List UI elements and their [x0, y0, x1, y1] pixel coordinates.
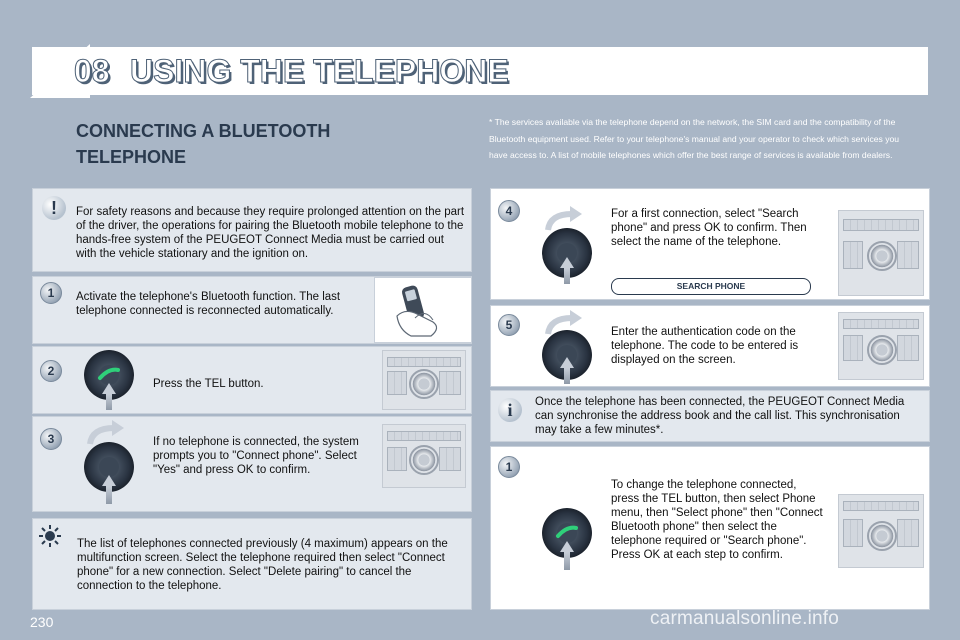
search-phone-button[interactable]: SEARCH PHONE — [611, 278, 811, 295]
press-arrow-icon — [102, 383, 116, 394]
hand-phone-icon — [375, 278, 471, 342]
console-illustration — [382, 424, 466, 488]
console-illustration — [838, 494, 924, 568]
step-badge: 4 — [498, 200, 520, 222]
step-3-text: If no telephone is connected, the system prompts you to "Connect phone". Select "Yes" and press OK to confirm. — [153, 436, 359, 476]
section-title-line1: CONNECTING A BLUETOOTH — [76, 121, 331, 141]
tip-text: The list of telephones connected previously (4 maximum) appears on the multifunction screen. Select the telephone required then select "Connect phone" for a new connection. Select "Delete pairing" to cancel the connection to the telephone. — [77, 538, 448, 592]
step-badge: 1 — [40, 282, 62, 304]
step-1-text: Activate the telephone's Bluetooth function. The last telephone connected is reconnected automatically. — [76, 291, 341, 317]
page-title: USING THE TELEPHONE — [130, 53, 509, 89]
phone-illustration — [374, 277, 472, 343]
press-arrow-stem — [564, 552, 570, 570]
press-arrow-stem — [106, 486, 112, 504]
watermark: carmanualsonline.info — [650, 608, 840, 629]
info-icon: i — [498, 398, 522, 422]
press-arrow-stem — [564, 268, 570, 284]
step-4-text: For a first connection, select "Search phone" and press OK to confirm. Then select the name of the telephone. — [611, 208, 807, 248]
step-5-text: Enter the authentication code on the telephone. The code to be entered is displayed on the screen. — [611, 326, 799, 366]
warning-icon: ! — [42, 196, 66, 220]
console-illustration — [838, 210, 924, 296]
phone-icon — [555, 522, 579, 542]
console-illustration — [382, 350, 466, 410]
change-step-text: To change the telephone connected, press the TEL button, then select Phone menu, then "Select phone" then "Connect Bluetooth phone" then select the telephone required or "Search phone". Press OK at each step to confirm. — [611, 479, 823, 561]
step-badge: 1 — [498, 456, 520, 478]
section-title — [76, 118, 416, 170]
safety-text: For safety reasons and because they require prolonged attention on the part of the driver, the operations for pairing the Bluetooth mobile telephone to the hands-free system of the PEUGEOT Connect Media must be carried out with the vehicle stationary and the ignition on. — [76, 206, 465, 260]
press-arrow-icon — [560, 257, 574, 268]
section-title-line2: TELEPHONE — [76, 147, 187, 167]
footnote: * The services available via the telephone depend on the network, the SIM card and the compatibility of the Bluetooth equipment used. Refer to your telephone's manual and your operator to check which services you have access to. A list of mobile telephones which offer the best range of services is available from dealers. — [489, 117, 900, 160]
press-arrow-stem — [106, 394, 112, 410]
press-arrow-icon — [560, 357, 574, 368]
phone-icon — [97, 364, 121, 384]
step-badge: 2 — [40, 360, 62, 382]
press-arrow-icon — [102, 475, 116, 486]
step-2-text: Press the TEL button. — [153, 378, 264, 390]
sun-tip-icon — [38, 524, 62, 548]
chapter-number: 08 — [74, 53, 110, 89]
press-arrow-icon — [560, 541, 574, 552]
press-arrow-stem — [564, 368, 570, 384]
console-illustration — [838, 312, 924, 380]
step-badge: 5 — [498, 314, 520, 336]
step-badge: 3 — [40, 428, 62, 450]
info-text: Once the telephone has been connected, the PEUGEOT Connect Media can synchronise the address book and the call list. This synchronisation may take a few minutes*. — [535, 396, 905, 436]
page-number: 230 — [30, 614, 54, 630]
